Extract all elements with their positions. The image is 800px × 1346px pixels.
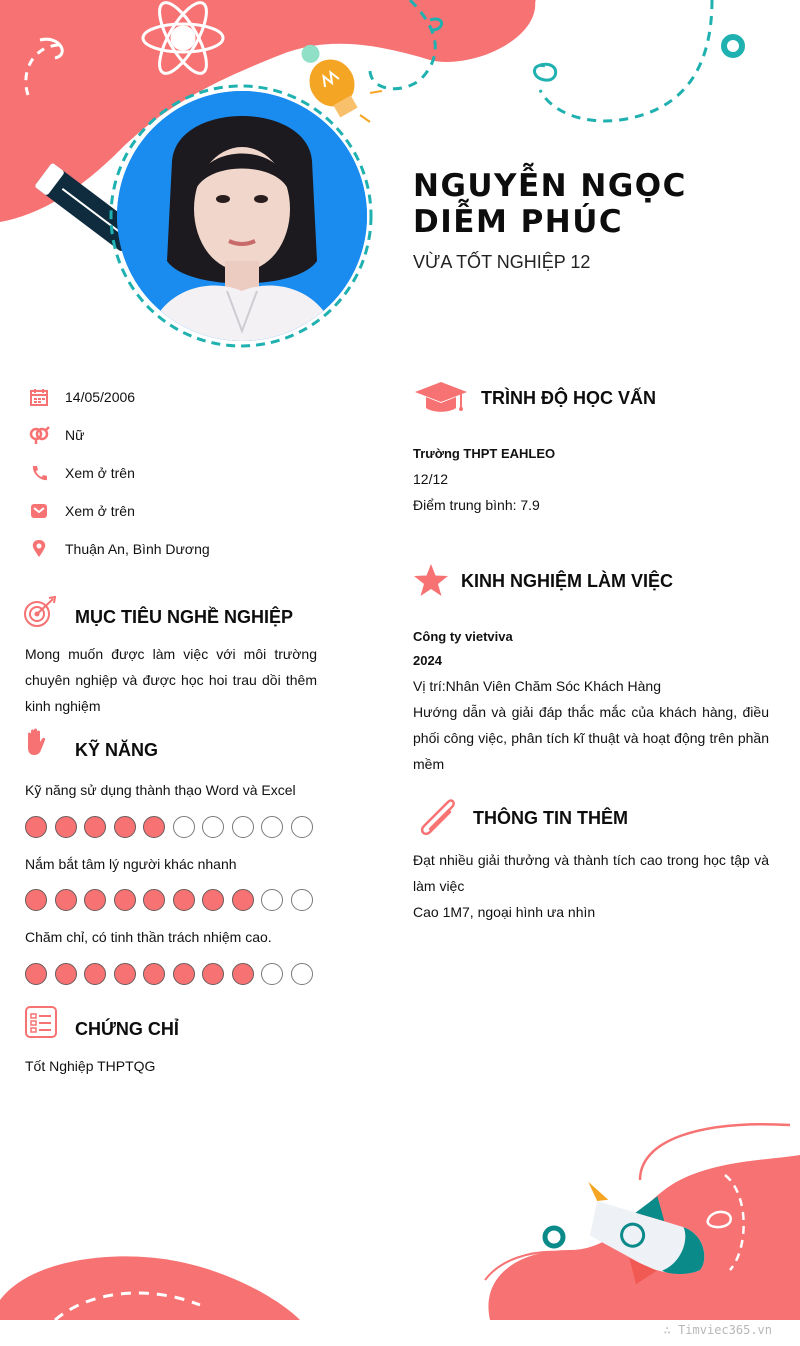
rating-dot-filled [55, 816, 77, 838]
rating-dot-filled [143, 889, 165, 911]
experience-company: Công ty vietviva [413, 629, 513, 644]
rating-dot-filled [84, 816, 106, 838]
rating-dot-filled [114, 889, 136, 911]
contact-email [28, 500, 135, 522]
rating-dot-filled [143, 963, 165, 985]
email-icon [28, 500, 50, 522]
additional-line: Đạt nhiều giải thưởng và thành tích cao trong học tập và làm việc [413, 852, 769, 894]
rating-dot-filled [84, 963, 106, 985]
rating-dot-filled [114, 816, 136, 838]
watermark: ∴ Timviec365.vn [663, 1323, 772, 1337]
phone-value: Xem ở trên [65, 465, 135, 481]
skill-rating [25, 963, 313, 985]
calendar-icon [28, 386, 50, 408]
footer-decoration [0, 1100, 800, 1346]
rating-dot-filled [55, 963, 77, 985]
paperclip-icon [416, 797, 460, 837]
contact-phone [28, 462, 135, 484]
skill-name: Nắm bắt tâm lý người khác nhanh [25, 856, 237, 872]
skill-name: Kỹ năng sử dụng thành thạo Word và Excel [25, 782, 296, 798]
rating-dot-filled [143, 816, 165, 838]
additional-title: THÔNG TIN THÊM [473, 808, 628, 828]
skills-title: KỸ NĂNG [75, 740, 159, 760]
checklist-icon [25, 1006, 57, 1038]
rating-dot-filled [173, 889, 195, 911]
address-value: Thuận An, Bình Dương [65, 541, 210, 557]
experience-role: Vị trí:Nhân Viên Chăm Sóc Khách Hàng [413, 678, 661, 694]
hand-icon [24, 728, 48, 760]
email-value: Xem ở trên [65, 503, 135, 519]
rating-dot-filled [84, 889, 106, 911]
candidate-name: NGUYỄN NGỌC DIỄM PHÚC [413, 168, 687, 240]
rating-dot-empty [232, 816, 254, 838]
rating-dot-filled [173, 963, 195, 985]
phone-icon [28, 462, 50, 484]
gender-value: Nữ [65, 427, 85, 443]
gender-icon [28, 424, 50, 446]
rating-dot-empty [261, 889, 283, 911]
star-icon [413, 563, 449, 597]
education-gpa: Điểm trung bình: 7.9 [413, 497, 540, 513]
skill-rating [25, 889, 313, 911]
rating-dot-filled [232, 963, 254, 985]
objective-text: Mong muốn được làm việc với môi trường chuyên nghiệp và được học hoi trau dồi thêm kinh nghiệm [25, 646, 317, 714]
certificates-title: CHỨNG CHỈ [75, 1019, 179, 1039]
rating-dot-filled [25, 889, 47, 911]
education-title: TRÌNH ĐỘ HỌC VẤN [481, 388, 656, 408]
skill-name: Chăm chỉ, có tinh thần trách nhiệm cao. [25, 929, 272, 945]
rating-dot-empty [261, 963, 283, 985]
education-school: Trường THPT EAHLEO [413, 446, 556, 461]
contact-gender [28, 424, 85, 446]
rating-dot-filled [202, 963, 224, 985]
rating-dot-empty [261, 816, 283, 838]
rating-dot-filled [25, 816, 47, 838]
rating-dot-empty [291, 963, 313, 985]
rating-dot-filled [25, 963, 47, 985]
contact-address [28, 538, 210, 560]
skill-rating [25, 816, 313, 838]
contact-birthday [28, 386, 136, 408]
experience-title: KINH NGHIỆM LÀM VIỆC [461, 571, 674, 591]
birthday-value: 14/05/2006 [65, 389, 136, 405]
candidate-position: VỪA TỐT NGHIỆP 12 [413, 252, 591, 272]
map-pin-icon [28, 538, 50, 560]
rating-dot-filled [55, 889, 77, 911]
rating-dot-filled [202, 889, 224, 911]
rating-dot-empty [173, 816, 195, 838]
experience-year: 2024 [413, 653, 442, 668]
certificate-item: Tốt Nghiệp THPTQG [25, 1058, 156, 1074]
objective-title: MỤC TIÊU NGHỀ NGHIỆP [75, 607, 294, 627]
rating-dot-empty [291, 889, 313, 911]
rating-dot-empty [202, 816, 224, 838]
additional-line: Cao 1M7, ngoại hình ưa nhìn [413, 904, 596, 920]
target-icon [23, 596, 57, 628]
rating-dot-filled [232, 889, 254, 911]
graduation-cap-icon [413, 380, 469, 414]
rating-dot-empty [291, 816, 313, 838]
rating-dot-filled [114, 963, 136, 985]
education-grade: 12/12 [413, 471, 449, 487]
avatar [117, 91, 367, 341]
experience-description: Hướng dẫn và giải đáp thắc mắc của khách hàng, điều phối công việc, phân tích kĩ thuật và hoạt động trên phần mềm [413, 704, 769, 772]
